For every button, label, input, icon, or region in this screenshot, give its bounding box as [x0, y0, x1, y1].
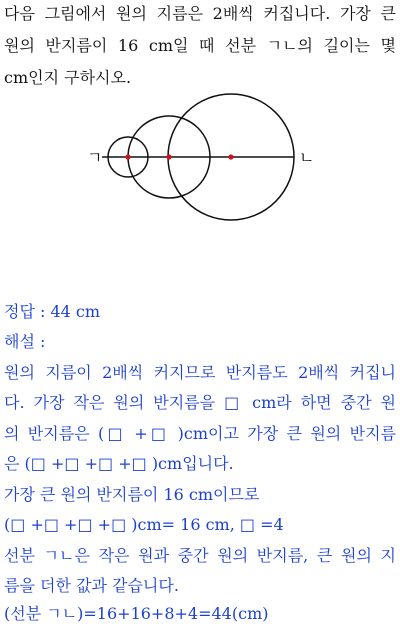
- middle-center-dot: [166, 154, 171, 159]
- explanation-line: 원의 지름이 2배씩 커지므로 반지름도 2배씩 커집니: [4, 363, 396, 382]
- explanation-line: 은 (□ +□ +□ +□ )cm입니다.: [4, 454, 234, 473]
- explanation-line: 선분 ㄱㄴ은 작은 원과 중간 원의 반지름, 큰 원의 지: [4, 546, 396, 565]
- explanation-line: (□ +□ +□ +□ )cm= 16 cm, □ =4: [4, 515, 284, 534]
- circles-figure: [0, 90, 400, 225]
- small-center-dot: [125, 154, 130, 159]
- problem-line: cm인지 구하시오.: [4, 68, 132, 87]
- explanation-label: 해설 :: [4, 332, 46, 351]
- problem-line: 다음 그림에서 원의 지름은 2배씩 커집니다. 가장 큰: [4, 4, 396, 23]
- label-left: ㄱ: [87, 148, 103, 167]
- label-right: ㄴ: [299, 148, 315, 167]
- problem-line: 원의 반지름이 16 cm일 때 선분 ㄱㄴ의 길이는 몇: [4, 36, 396, 55]
- answer-label: 정답 : 44 cm: [4, 302, 101, 321]
- explanation-line: (선분 ㄱㄴ)=16+16+8+4=44(cm): [4, 604, 269, 623]
- explanation-line: 다. 가장 작은 원의 반지름을 □ cm라 하면 중간 원: [4, 393, 396, 412]
- explanation-line: 의 반지름은 (□ +□ )cm이고 가장 큰 원의 반지름: [4, 424, 396, 443]
- explanation-line: 름을 더한 값과 같습니다.: [4, 576, 179, 595]
- explanation-line: 가장 큰 원의 반지름이 16 cm이므로: [4, 485, 260, 504]
- large-center-dot: [228, 154, 233, 159]
